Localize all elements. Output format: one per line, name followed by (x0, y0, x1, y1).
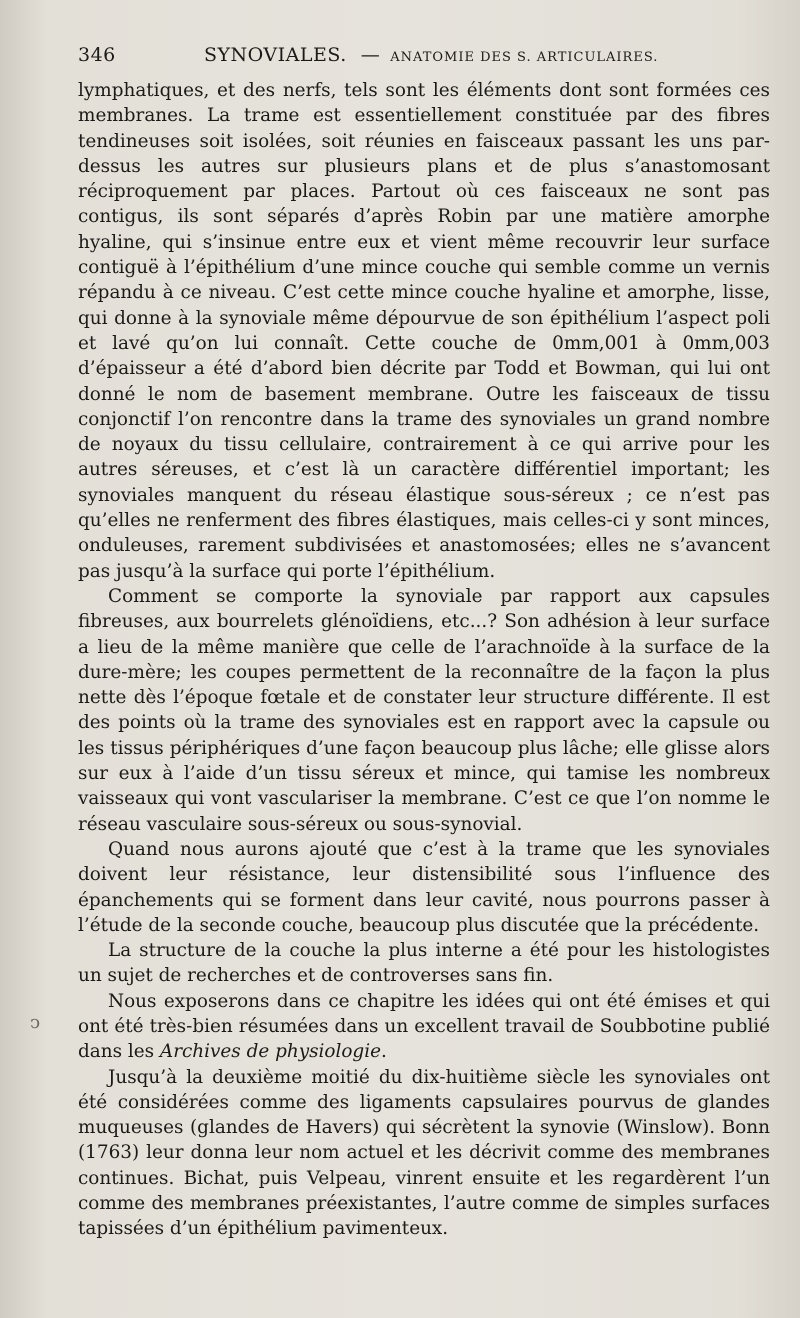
paragraph-soubbotine-text: Nous exposerons dans ce chapitre les idées qui ont été émises et qui ont été très-bien résumées dans un excellent travail de Soubbotine publié dans les (78, 990, 770, 1063)
paragraph-resistance: Quand nous aurons ajouté que c’est à la trame que les synoviales doivent leur résistance, leur distensibilité sous l’influence des épanchements qui se forment dans leur cavité, nous pourrons passer à l’étude de la seconde couche, beaucoup plus discutée que la précédente. (78, 838, 770, 936)
header-title: SYNOVIALES. (204, 44, 347, 66)
paragraph-soubbotine (78, 989, 770, 1065)
paragraph-trame: lymphatiques, et des nerfs, tels sont les éléments dont sont formées ces membranes. La trame est essentiellement constituée par des fibres tendineuses soit isolées, soit réunies en faisceaux passant les uns par-dessus les autres sur plusieurs plans et de plus s’anastomosant réciproquement par places. Partout où ces faisceaux ne sont pas contigus, ils sont séparés d’après Robin par une matière amorphe hyaline, qui s’insinue entre eux et vient même recouvrir leur surface contiguë à l’épithélium d’une mince couche qui semble comme un vernis répandu à ce niveau. C’est cette mince couche hyaline et amorphe, lisse, qui donne à la synoviale même dépourvue de son épithélium l’aspect poli et lavé qu’on lui connaît. Cette couche de 0mm,001 à 0mm,003 d’épaisseur a été d’abord bien décrite par Todd et Bowman, qui lui ont donné le nom de basement membrane. Outre les faisceaux de tissu conjonctif l’on rencontre dans la trame des synoviales un grand nombre de noyaux du tissu cellulaire, contrairement à ce qui arrive pour les autres séreuses, et c’est là un caractère différentiel important; les synoviales manquent du réseau élastique sous-séreux ; ce n’est pas qu’elles ne renferment des fibres élastiques, mais celles-ci y sont minces, onduleuses, rarement subdivisées et anastomosées; elles ne s’avancent pas jusqu’à la surface qui porte l’épithélium. (78, 80, 770, 582)
body-text (78, 78, 770, 1242)
running-header (78, 44, 770, 78)
journal-title: Archives de physiologie (159, 1041, 381, 1063)
header-subtitle: ANATOMIE DES S. ARTICULAIRES. (390, 50, 659, 65)
paragraph-soubbotine-end: . (380, 1041, 387, 1063)
paragraph-structure: La structure de la couche la plus interne a été pour les histologistes un sujet de recherches et de controverses sans fin. (78, 940, 770, 987)
paragraph-capsules: Comment se comporte la synoviale par rapport aux capsules fibreuses, aux bourrelets glénoïdiens, etc...? Son adhésion à leur surface a lieu de la même manière que celle de l’arachnoïde à la surface de la dure-mère; les coupes permettent de la reconnaître de la façon la plus nette dès l’époque fœtale et de constater leur structure différente. Il est des points où la trame des synoviales est en rapport avec la capsule ou les tissus périphériques d’une façon beaucoup plus lâche; elle glisse alors sur eux à l’aide d’un tissu séreux et mince, qui tamise les nombreux vaisseaux qui vont vasculariser la membrane. C’est ce que l’on nomme le réseau vasculaire sous-séreux ou sous-synovial. (78, 585, 770, 835)
page-number: 346 (78, 44, 116, 66)
margin-mark: ↄ (30, 1012, 41, 1033)
header-dash: — (360, 44, 381, 66)
paragraph-history: Jusqu’à la deuxième moitié du dix-huitième siècle les synoviales ont été considérées comme des ligaments capsulaires pourvus de glandes muqueuses (glandes de Havers) qui sécrètent la synovie (Winslow). Bonn (1763) leur donna leur nom actuel et les décrivit comme des membranes continues. Bichat, puis Velpeau, vinrent ensuite et les regardèrent l’un comme des membranes préexistantes, l’autre comme de simples surfaces tapissées d’un épithélium pavimenteux. (78, 1066, 770, 1240)
